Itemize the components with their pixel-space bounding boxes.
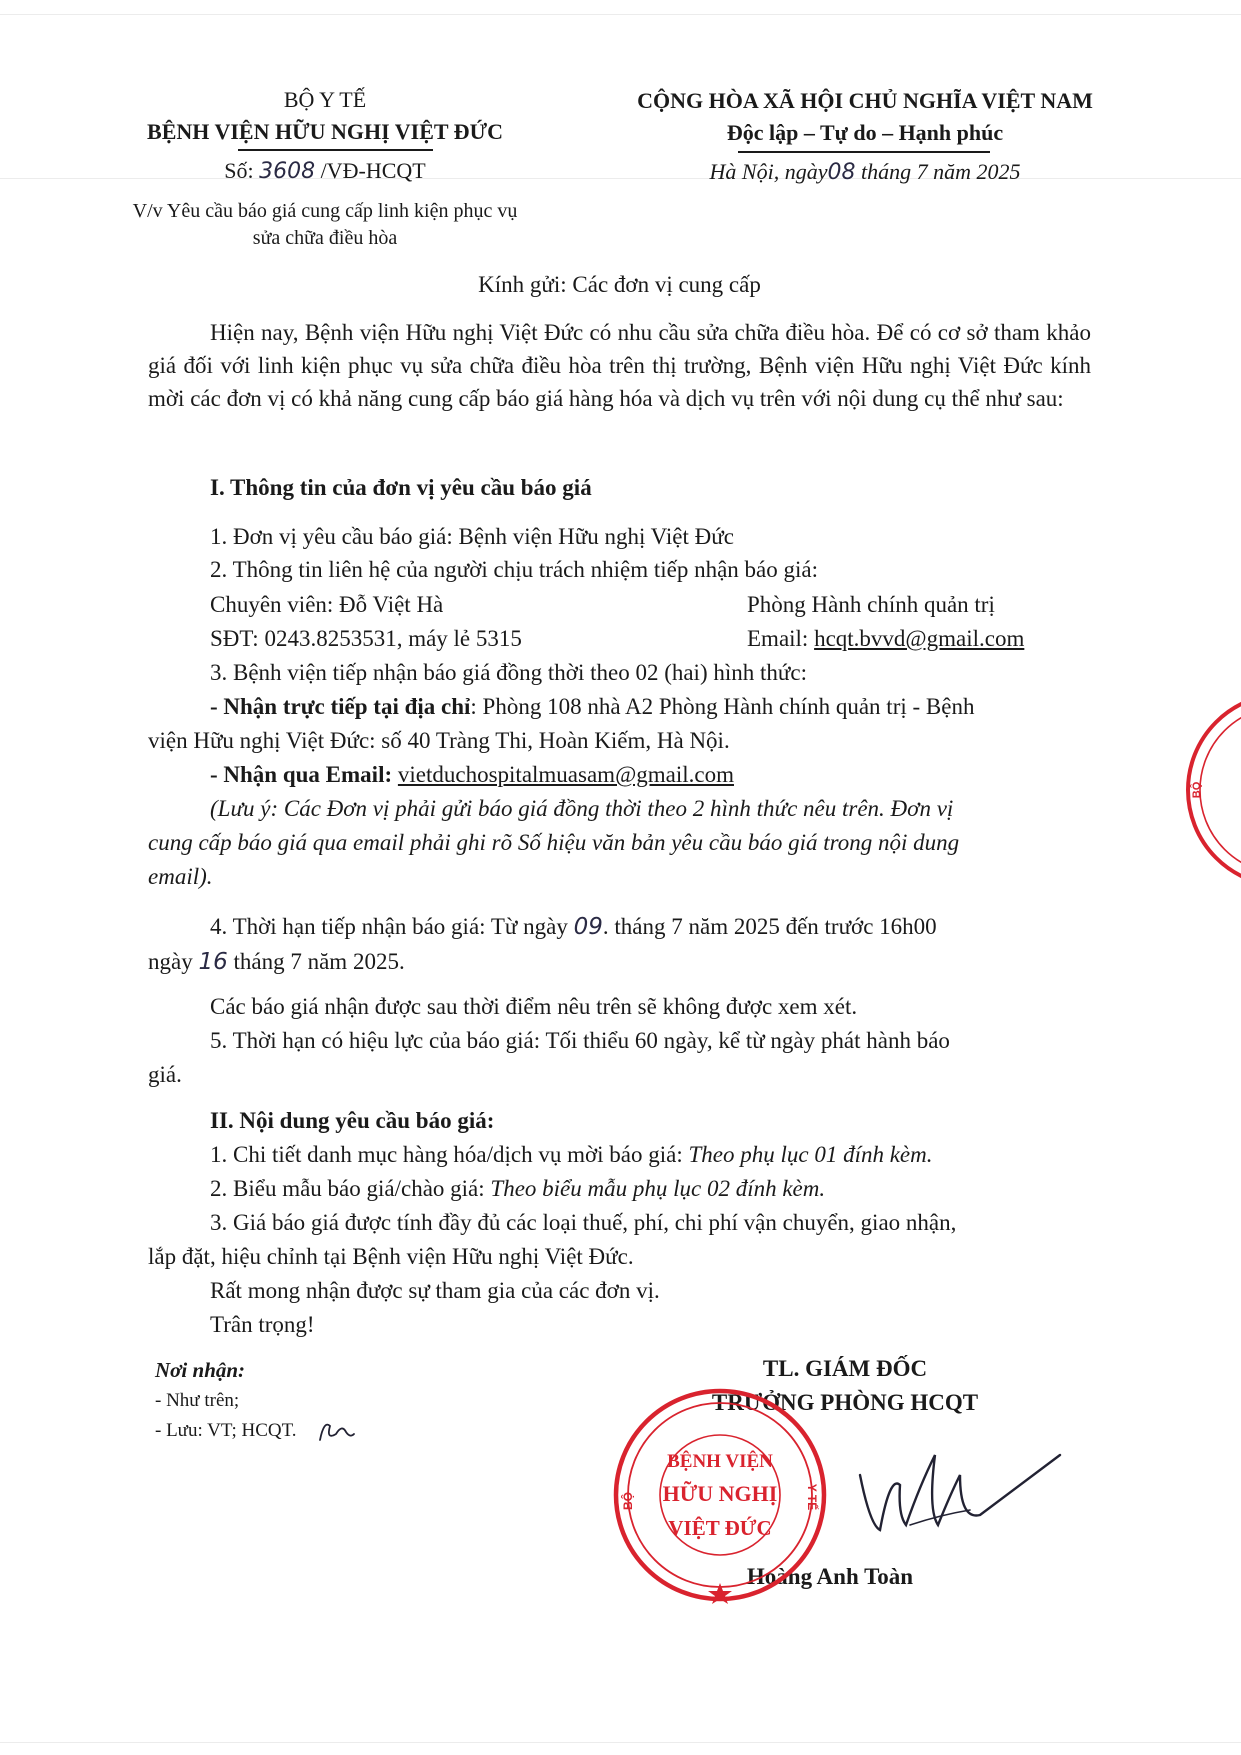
date-prefix: Hà Nội, ngày: [709, 159, 828, 184]
contact-name: Chuyên viên: Đỗ Việt Hà: [210, 592, 444, 617]
recipients-line-2: - Lưu: VT; HCQT.: [155, 1420, 297, 1441]
item-4-to-prefix: ngày: [148, 949, 193, 974]
email-submission-row: [210, 758, 1091, 791]
item-4-day-to-handwritten: 16: [198, 949, 228, 975]
stamp-line-3: VIỆT ĐỨC: [668, 1516, 772, 1540]
contact-department: Phòng Hành chính quản trị: [747, 592, 995, 617]
note-line-3: email).: [148, 864, 213, 889]
section-1-item-2: 2. Thông tin liên hệ của người chịu trách nhiệm tiếp nhận báo giá:: [210, 557, 818, 582]
edge-stamp-partial: [1180, 690, 1241, 890]
ministry-name: BỘ Y TẾ: [283, 87, 367, 112]
motto-underline: [738, 151, 990, 153]
item-4-from-prefix: 4. Thời hạn tiếp nhận báo giá: Từ ngày: [210, 914, 568, 939]
section-2-item-2-italic: Theo biểu mẫu phụ lục 02 đính kèm.: [490, 1176, 826, 1201]
motto: Độc lập – Tự do – Hạnh phúc: [726, 120, 1004, 145]
recipients-title: Nơi nhận:: [155, 1358, 246, 1382]
salutation: Kính gửi: Các đơn vị cung cấp: [478, 272, 761, 297]
number-prefix: Số:: [224, 158, 254, 183]
signature-role-2: TRƯỞNG PHÒNG HCQT: [711, 1390, 979, 1415]
intro-paragraph: Hiện nay, Bệnh viện Hữu nghị Việt Đức có nhu cầu sửa chữa điều hòa. Để có cơ sở tham khảo giá đối với linh kiện phục vụ sửa chữa điều hòa trên thị trường, Bệnh viện Hữu nghị Việt Đức kính mời các đơn vị có khả năng cung cấp báo giá hàng hóa và dịch vụ trên với nội dung cụ thể như sau:: [148, 320, 1091, 411]
email-submission-link[interactable]: vietduchospitalmuasam@gmail.com: [397, 762, 734, 787]
email-submission-colon: :: [384, 762, 393, 787]
section-1-item-1: 1. Đơn vị yêu cầu báo giá: Bệnh viện Hữu nghị Việt Đức: [210, 524, 734, 549]
section-2-item-2: [210, 1172, 1091, 1205]
direct-submission-line-2: viện Hữu nghị Việt Đức: số 40 Tràng Thi, Hoàn Kiếm, Hà Nội.: [148, 728, 730, 753]
country-name: CỘNG HÒA XÃ HỘI CHỦ NGHĨA VIỆT NAM: [637, 88, 1093, 113]
section-1-item-3: 3. Bệnh viện tiếp nhận báo giá đồng thời theo 02 (hai) hình thức:: [210, 660, 807, 685]
signature-role-1: TL. GIÁM ĐỐC: [762, 1356, 928, 1381]
note-line-1: (Lưu ý: Các Đơn vị phải gửi báo giá đồng thời theo 2 hình thức nêu trên. Đơn vị: [210, 796, 954, 821]
contact-email-label: Email:: [747, 626, 809, 651]
section-1-item-4-line-2: [148, 945, 1091, 979]
date-day-handwritten: 08: [827, 160, 856, 185]
signer-name: Hoàng Anh Toàn: [746, 1564, 914, 1589]
section-2-item-1-text: 1. Chi tiết danh mục hàng hóa/dịch vụ mời báo giá:: [210, 1142, 683, 1167]
section-2-item-3-line-1: 3. Giá báo giá được tính đầy đủ các loại thuế, phí, chi phí vận chuyển, giao nhận,: [210, 1210, 957, 1235]
initials-mark: [316, 1416, 356, 1446]
document-number: [100, 156, 550, 187]
handwritten-signature: [840, 1415, 1070, 1555]
direct-submission-text: : Phòng 108 nhà A2 Phòng Hành chính quản trị - Bệnh: [470, 694, 975, 719]
section-1-item-5-line-2: giá.: [148, 1062, 182, 1087]
section-2-item-2-text: 2. Biểu mẫu báo giá/chào giá:: [210, 1176, 485, 1201]
section-2-item-3-line-2: lắp đặt, hiệu chỉnh tại Bệnh viện Hữu nghị Việt Đức.: [148, 1244, 634, 1269]
hospital-stamp: [610, 1385, 830, 1605]
date-suffix: tháng 7 năm 2025: [860, 159, 1021, 184]
section-2-item-1-italic: Theo phụ lục 01 đính kèm.: [688, 1142, 933, 1167]
direct-submission-line-1: [210, 690, 1091, 723]
contact-email-link[interactable]: hcqt.bvvd@gmail.com: [814, 626, 1025, 651]
email-submission-label: - Nhận qua Email: [210, 762, 385, 787]
contact-email-row: [747, 622, 1127, 655]
scan-artifact: [0, 14, 1241, 15]
direct-submission-label: - Nhận trực tiếp tại địa chỉ: [210, 694, 471, 719]
number-suffix: /VĐ-HCQT: [320, 158, 426, 183]
section-2-item-1: [210, 1138, 1091, 1171]
stamp-side-right: Y TẾ: [805, 1483, 819, 1511]
note-line-2: cung cấp báo giá qua email phải ghi rõ Số hiệu văn bản yêu cầu báo giá trong nội dung: [148, 830, 960, 855]
stamp-line-1: BỆNH VIỆN: [667, 1451, 773, 1472]
item-4-to-suffix: tháng 7 năm 2025.: [233, 949, 405, 974]
item-4-from-suffix: tháng 7 năm 2025 đến trước 16h00: [614, 914, 937, 939]
hospital-underline: [238, 149, 433, 151]
late-submission-note: Các báo giá nhận được sau thời điểm nêu trên sẽ không được xem xét.: [210, 994, 858, 1019]
subject-line-1: V/v Yêu cầu báo giá cung cấp linh kiện phục vụ: [132, 200, 518, 222]
number-handwritten: 3608: [259, 159, 316, 184]
stamp-line-2: HỮU NGHỊ: [662, 1481, 778, 1506]
recipients-line-1: - Như trên;: [155, 1390, 240, 1411]
section-2-heading: II. Nội dung yêu cầu báo giá:: [210, 1108, 495, 1133]
section-1-item-5-line-1: 5. Thời hạn có hiệu lực của báo giá: Tối thiểu 60 ngày, kể từ ngày phát hành báo: [210, 1028, 950, 1053]
item-4-day-from-handwritten: 09: [573, 914, 603, 940]
section-1-item-4-line-1: 4. Thời hạn tiếp nhận báo giá: Từ ngày 09. tháng 7 năm 2025 đến trước 16h00: [210, 914, 937, 940]
edge-stamp-side-label: BỘ: [1191, 781, 1203, 799]
hospital-name: BỆNH VIỆN HỮU NGHỊ VIỆT ĐỨC: [147, 119, 503, 144]
closing-line-2: Trân trọng!: [210, 1312, 315, 1337]
scan-artifact: [0, 1742, 1241, 1743]
document-date: [585, 157, 1145, 188]
contact-phone: SĐT: 0243.8253531, máy lẻ 5315: [210, 626, 522, 651]
section-1-heading: I. Thông tin của đơn vị yêu cầu báo giá: [210, 475, 592, 500]
closing-line-1: Rất mong nhận được sự tham gia của các đơn vị.: [210, 1278, 660, 1303]
stamp-side-left: BỘ: [621, 1492, 635, 1510]
subject-line-2: sửa chữa điều hòa: [252, 227, 398, 249]
